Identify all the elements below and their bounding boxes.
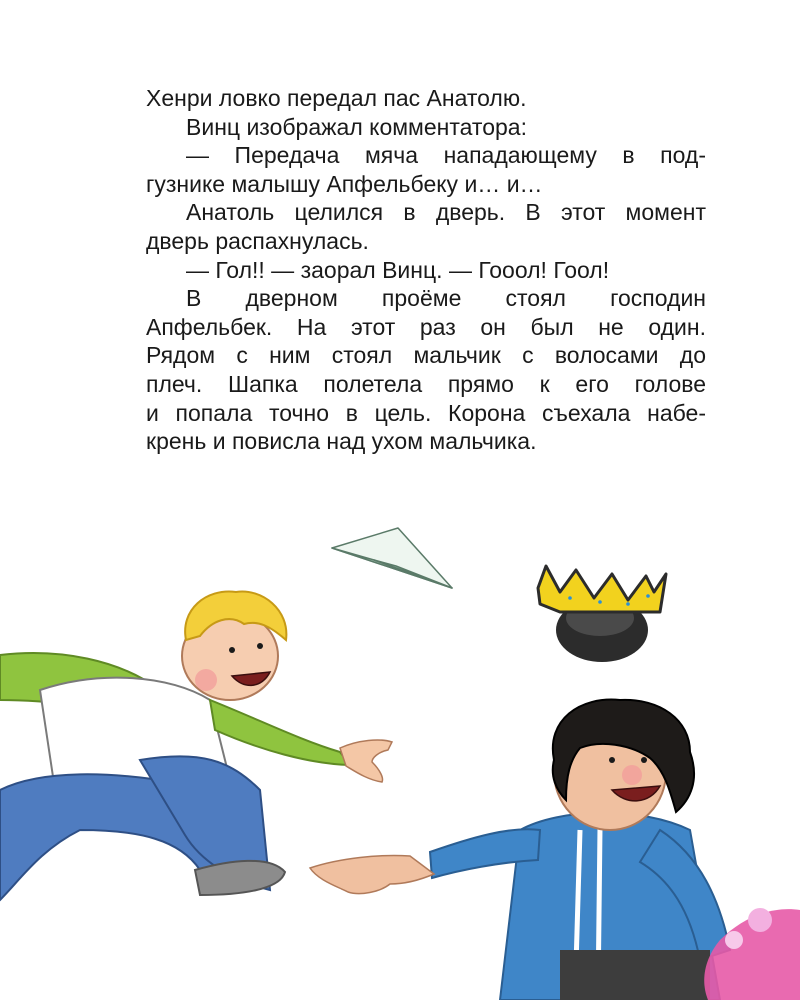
story-line: — Гол!! — заорал Винц. — Гооол! Гоол!	[186, 256, 610, 283]
illustration	[0, 520, 800, 1000]
story-line: Винц изображал комментатора:	[186, 113, 527, 140]
story-line: Хенри ловко передал пас Анатолю.	[146, 85, 527, 111]
story-line: и попала точно в цель. Корона съехала набе-	[146, 399, 706, 426]
story-line: крень и повисла над ухом мальчика.	[146, 428, 537, 455]
story-line: плеч. Шапка полетела прямо к его голове	[146, 370, 706, 397]
story-line: Рядом с ним стоял мальчик с волосами до	[146, 342, 706, 369]
story-line: дверь распахнулась.	[146, 227, 369, 254]
story-line: гузнике малышу Апфельбеку и… и…	[146, 170, 543, 197]
story-line: Анатоль целился в дверь. В этот момент	[186, 199, 706, 226]
story-text	[146, 84, 706, 456]
paper-airplane-icon	[332, 528, 452, 588]
blond-boy-icon	[0, 592, 392, 900]
crown-hat-icon	[538, 566, 666, 662]
story-line: — Передача мяча нападающему в под-	[186, 142, 706, 169]
story-line: Апфельбек. На этот раз он был не один.	[146, 313, 706, 340]
story-line: В дверном проёме стоял господин	[186, 285, 706, 312]
